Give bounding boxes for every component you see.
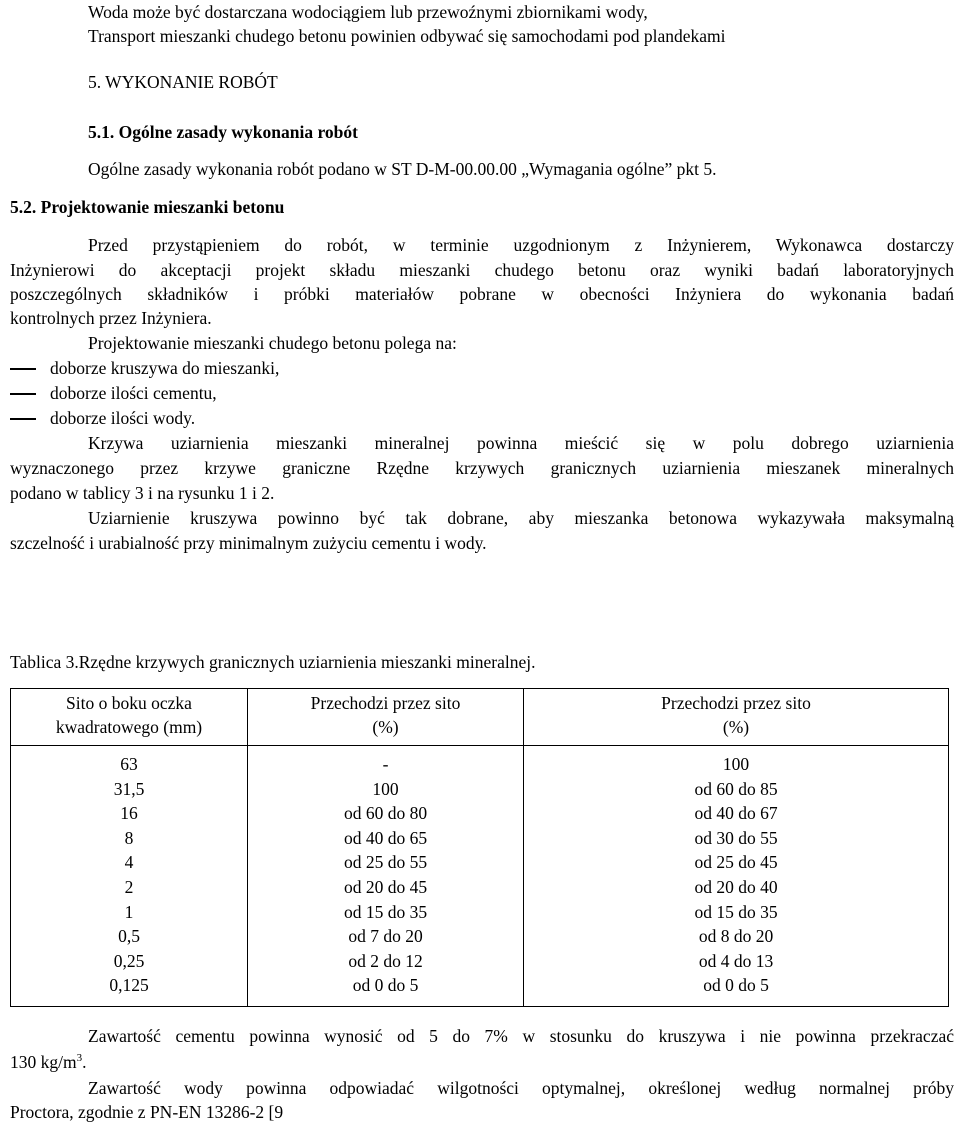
section-5-1-text: Ogólne zasady wykonania robót podano w ST D-M-00.00.00 „Wymagania ogólne” pkt 5. bbox=[88, 159, 717, 179]
table-cell: 0,5 bbox=[118, 926, 140, 947]
cement-line-2: 130 $kg/m^3$. bbox=[10, 1052, 87, 1072]
passing-column-2 bbox=[524, 746, 949, 1007]
table-cell: 1 bbox=[124, 901, 134, 922]
para1-line-3: poszczególnych składników i próbki materiałów pobrane w obecności Inżyniera do wykonania badań bbox=[10, 284, 954, 304]
table-cell: 2 bbox=[124, 876, 134, 897]
para4-line-1: Uziarnienie kruszywa powinno być tak dobrane, aby mieszanka betonowa wykazywała maksymalną bbox=[88, 508, 954, 528]
table-cell: od 8 do 20 bbox=[698, 926, 774, 947]
para1-line-4: kontrolnych przez Inżyniera. bbox=[10, 308, 212, 328]
table-cell: od 40 do 67 bbox=[694, 803, 778, 824]
table-cell: od 7 do 20 bbox=[348, 926, 423, 947]
table-cell: 4 bbox=[124, 852, 134, 873]
table-cell: 0,125 bbox=[109, 975, 149, 996]
table-cell: - bbox=[382, 754, 389, 774]
table-cell: 100 bbox=[722, 754, 750, 774]
sieve-table bbox=[10, 688, 949, 1007]
table-cell: od 25 do 55 bbox=[343, 852, 428, 873]
table-cell: od 25 do 45 bbox=[694, 852, 778, 873]
para1-line-1: Przed przystąpieniem do robót, w terminie uzgodnionym z Inżynierem, Wykonawca dostarczy bbox=[88, 235, 954, 255]
dash-bullet bbox=[10, 393, 36, 395]
dash-bullet bbox=[10, 368, 36, 370]
dash-bullet bbox=[10, 418, 36, 420]
para3-line-2: wyznaczonego przez krzywe graniczne Rzędne krzywych granicznych uziarnienia mieszanek mineralnych bbox=[10, 458, 954, 478]
table-cell: od 60 do 85 bbox=[694, 778, 778, 799]
para1-line-2: Inżynierowi do akceptacji projekt składu mieszanki chudego betonu oraz wyniki badań laboratoryjnych bbox=[10, 260, 954, 280]
table-cell: od 60 do 80 bbox=[343, 803, 428, 824]
table-cell: od 20 do 40 bbox=[694, 876, 778, 897]
cement-line-1: Zawartość cementu powinna wynosić od 5 do 7% w stosunku do kruszywa i nie powinna przekraczać bbox=[88, 1026, 954, 1046]
header-passing-2: Przechodzi przez sito (%) bbox=[524, 689, 949, 746]
section-5-2-heading: 5.2. Projektowanie mieszanki betonu bbox=[10, 197, 285, 217]
list-item-text: doborze kruszywa do mieszanki, bbox=[50, 358, 280, 378]
section-5-heading: 5. WYKONANIE ROBÓT bbox=[88, 72, 278, 92]
table-cell: od 0 do 5 bbox=[352, 975, 419, 996]
water-line-1: Zawartość wody powinna odpowiadać wilgotności optymalnej, określonej według normalnej próby bbox=[88, 1078, 954, 1098]
list-item bbox=[10, 356, 279, 380]
intro-line-1: Woda może być dostarczana wodociągiem lub przewoźnymi zbiornikami wody, bbox=[88, 2, 648, 22]
table-cell: 0,25 bbox=[113, 950, 145, 971]
table-cell: 31,5 bbox=[113, 778, 145, 799]
table-cell: 63 bbox=[120, 754, 138, 774]
para4-line-2: szczelność i urabialność przy minimalnym zużyciu cementu i wody. bbox=[10, 533, 487, 553]
table-cell: od 0 do 5 bbox=[703, 975, 769, 996]
para3-line-1: Krzywa uziarnienia mieszanki mineralnej powinna mieścić się w polu dobrego uziarnienia bbox=[88, 433, 954, 453]
list-item-text: doborze ilości wody. bbox=[50, 408, 196, 428]
table-caption: Tablica 3.Rzędne krzywych granicznych uziarnienia mieszanki mineralnej. bbox=[10, 652, 536, 672]
table-row bbox=[11, 746, 949, 1007]
table-cell: od 15 do 35 bbox=[343, 901, 428, 922]
table-cell: od 20 do 45 bbox=[343, 876, 428, 897]
section-5-1-heading: 5.1. Ogólne zasady wykonania robót bbox=[88, 122, 358, 142]
para3-line-3: podano w tablicy 3 i na rysunku 1 i 2. bbox=[10, 483, 275, 503]
list-item bbox=[10, 406, 195, 430]
list-item-text: doborze ilości cementu, bbox=[50, 383, 217, 403]
passing-column-1 bbox=[248, 746, 524, 1007]
table-cell: od 2 do 12 bbox=[348, 950, 423, 971]
table-header-row bbox=[11, 689, 949, 746]
water-line-2: Proctora, zgodnie z PN-EN 13286-2 [9 bbox=[10, 1102, 284, 1122]
table-cell: 100 bbox=[372, 778, 399, 799]
list-item bbox=[10, 381, 217, 405]
table-cell: od 15 do 35 bbox=[694, 901, 778, 922]
table-cell: 16 bbox=[120, 803, 138, 824]
sieve-size-column bbox=[11, 746, 248, 1007]
table-cell: od 40 do 65 bbox=[343, 827, 428, 848]
para2-intro: Projektowanie mieszanki chudego betonu polega na: bbox=[88, 333, 457, 353]
header-sieve-size: Sito o boku oczka kwadratowego (mm) bbox=[11, 689, 248, 746]
table-cell: 8 bbox=[124, 827, 134, 848]
table-cell: od 30 do 55 bbox=[694, 827, 778, 848]
intro-line-2: Transport mieszanki chudego betonu powinien odbywać się samochodami pod plandekami bbox=[88, 26, 726, 46]
header-passing-1: Przechodzi przez sito (%) bbox=[248, 689, 524, 746]
table-cell: od 4 do 13 bbox=[698, 950, 774, 971]
